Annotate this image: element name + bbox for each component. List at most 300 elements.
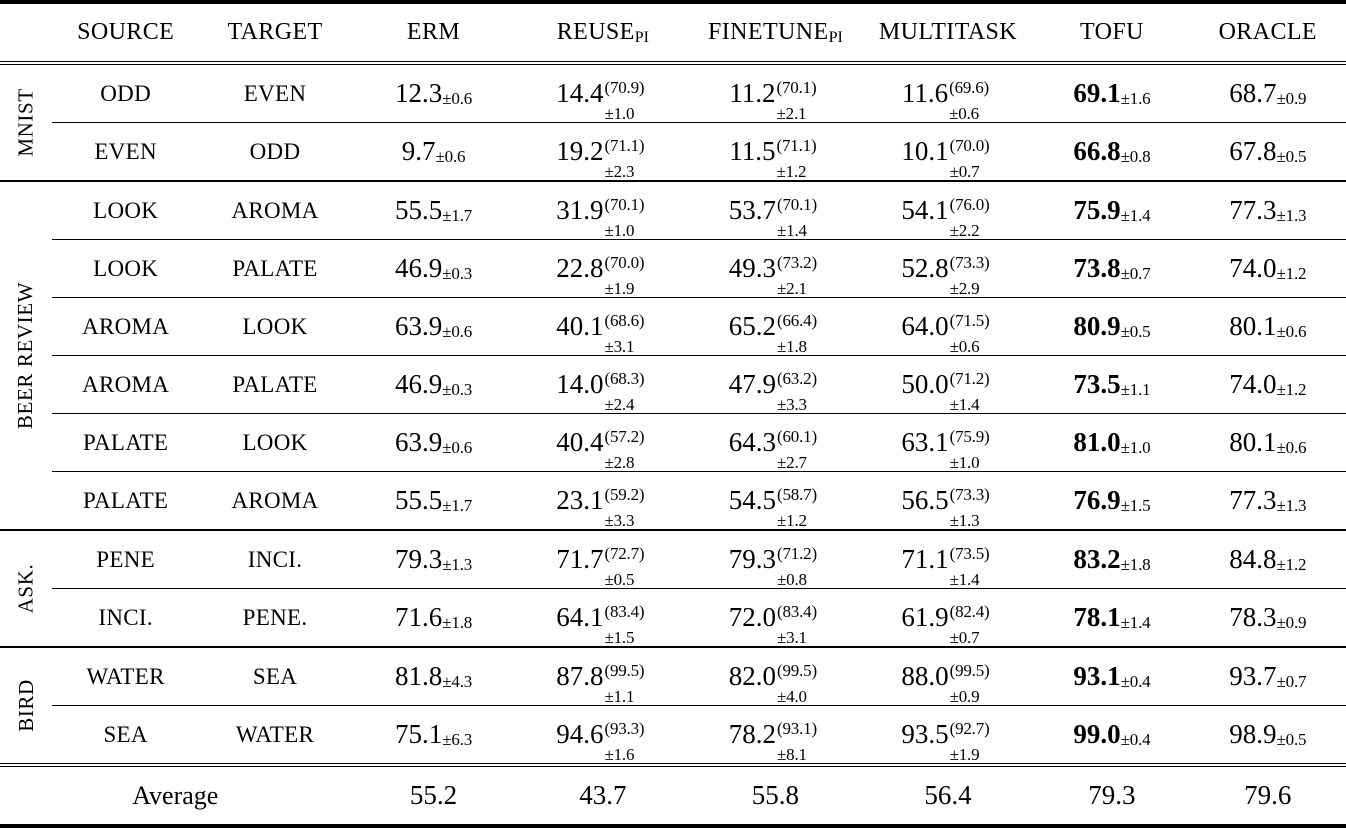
- cell-multitask: [862, 181, 1035, 240]
- metric-upper: (63.2): [777, 368, 817, 388]
- cell-reuse: [517, 706, 690, 766]
- cell-oracle: [1190, 530, 1346, 589]
- metric-upper: (66.4): [777, 310, 817, 330]
- metric-value: 79.3 (71.2) ±0.8: [728, 543, 817, 589]
- metric-error: ±0.4: [1120, 729, 1151, 749]
- metric-error: ±0.6: [1276, 321, 1307, 341]
- cell-erm: [351, 472, 517, 531]
- metric-upper: (71.1): [776, 135, 817, 155]
- metric-error: ±0.5: [1276, 729, 1307, 749]
- metric-error: ±0.5: [604, 569, 635, 589]
- metric-error: ±1.8: [1120, 554, 1151, 574]
- cell-erm: [351, 298, 517, 356]
- header-oracle: ORACLE: [1190, 2, 1346, 63]
- cell-finetune: [689, 589, 862, 648]
- cell-erm: [351, 706, 517, 766]
- metric-value: 81.8±4.3: [395, 660, 473, 691]
- table-row: [0, 472, 1346, 531]
- metric-value: 88.0 (99.5) ±0.9: [901, 660, 990, 706]
- metric-upper: (70.0): [604, 252, 645, 272]
- metric-value: 19.2 (71.1) ±2.3: [556, 135, 645, 181]
- metric-error: ±3.1: [604, 336, 635, 356]
- metric-value: 46.9±0.3: [395, 252, 473, 283]
- metric-upper: (68.3): [604, 368, 645, 388]
- metric-upper: (99.5): [777, 660, 817, 680]
- metric-value: 99.0±0.4: [1073, 718, 1151, 749]
- metric-error: ±1.7: [442, 205, 473, 225]
- metric-error: ±0.6: [949, 336, 980, 356]
- metric-upper: (70.1): [777, 194, 817, 214]
- cell-finetune: [689, 356, 862, 414]
- metric-error: ±1.8: [777, 336, 807, 356]
- metric-error: ±0.5: [1276, 146, 1307, 166]
- metric-value: 53.7 (70.1) ±1.4: [728, 194, 817, 240]
- metric-value: 9.7±0.6: [401, 135, 466, 166]
- average-tofu: 79.3: [1034, 765, 1189, 826]
- table-row: [0, 530, 1346, 589]
- header-finetune: FINETUNEPI: [689, 2, 862, 63]
- metric-error: ±1.8: [442, 612, 473, 632]
- cell-reuse: [517, 589, 690, 648]
- metric-upper: (69.6): [949, 77, 989, 97]
- metric-error: ±1.3: [949, 510, 980, 530]
- cell-target: AROMA: [200, 472, 351, 531]
- metric-upper: (71.1): [604, 135, 645, 155]
- cell-finetune: [689, 181, 862, 240]
- cell-reuse: [517, 530, 690, 589]
- cell-source: SEA: [52, 706, 200, 766]
- metric-error: ±8.1: [777, 744, 807, 764]
- cell-target: SEA: [200, 647, 351, 706]
- metric-value: 49.3 (73.2) ±2.1: [728, 252, 817, 298]
- metric-error: ±1.5: [604, 627, 635, 647]
- metric-value: 83.2±1.8: [1073, 543, 1151, 574]
- cell-target: PENE.: [200, 589, 351, 648]
- cell-oracle: [1190, 589, 1346, 648]
- metric-error: ±0.6: [435, 146, 466, 166]
- metric-value: 79.3±1.3: [395, 543, 473, 574]
- cell-tofu: [1034, 589, 1189, 648]
- cell-finetune: [689, 63, 862, 123]
- metric-value: 63.1 (75.9) ±1.0: [901, 426, 990, 472]
- metric-value: 66.8±0.8: [1073, 135, 1151, 166]
- metric-error: ±1.5: [1120, 495, 1151, 515]
- cell-source: AROMA: [52, 356, 200, 414]
- metric-value: 64.1 (83.4) ±1.5: [556, 601, 645, 647]
- metric-value: 64.3 (60.1) ±2.7: [728, 426, 817, 472]
- cell-tofu: [1034, 472, 1189, 531]
- metric-upper: (72.7): [604, 543, 645, 563]
- cell-oracle: [1190, 240, 1346, 298]
- metric-error: ±0.9: [1276, 88, 1307, 108]
- cell-tofu: [1034, 298, 1189, 356]
- metric-error: ±0.3: [442, 379, 473, 399]
- metric-error: ±1.3: [442, 554, 473, 574]
- cell-source: PALATE: [52, 472, 200, 531]
- metric-upper: (93.1): [777, 718, 817, 738]
- metric-error: ±1.2: [1276, 379, 1307, 399]
- cell-source: INCI.: [52, 589, 200, 648]
- cell-target: PALATE: [200, 356, 351, 414]
- metric-error: ±0.6: [442, 437, 473, 457]
- metric-value: 78.3±0.9: [1229, 601, 1307, 632]
- cell-finetune: [689, 123, 862, 182]
- metric-error: ±0.7: [1276, 671, 1307, 691]
- average-erm: 55.2: [351, 765, 517, 826]
- cell-reuse: [517, 472, 690, 531]
- metric-value: 80.1±0.6: [1229, 310, 1307, 341]
- metric-error: ±6.3: [442, 729, 473, 749]
- group-label-text: ASK.: [13, 563, 38, 614]
- cell-tofu: [1034, 356, 1189, 414]
- metric-value: 23.1 (59.2) ±3.3: [556, 484, 645, 530]
- metric-value: 64.0 (71.5) ±0.6: [901, 310, 990, 356]
- metric-upper: (70.9): [604, 77, 645, 97]
- cell-source: LOOK: [52, 181, 200, 240]
- metric-error: ±1.6: [604, 744, 635, 764]
- average-oracle: 79.6: [1190, 765, 1346, 826]
- cell-target: WATER: [200, 706, 351, 766]
- metric-value: 68.7±0.9: [1229, 77, 1307, 108]
- metric-value: 52.8 (73.3) ±2.9: [901, 252, 990, 298]
- metric-upper: (71.2): [949, 368, 990, 388]
- cell-tofu: [1034, 647, 1189, 706]
- cell-oracle: [1190, 414, 1346, 472]
- table-row: [0, 414, 1346, 472]
- cell-oracle: [1190, 706, 1346, 766]
- metric-error: ±1.4: [949, 394, 980, 414]
- metric-value: 22.8 (70.0) ±1.9: [556, 252, 645, 298]
- metric-error: ±0.8: [1120, 146, 1151, 166]
- cell-multitask: [862, 706, 1035, 766]
- cell-finetune: [689, 647, 862, 706]
- metric-value: 69.1±1.6: [1073, 77, 1151, 108]
- metric-upper: (70.1): [776, 77, 817, 97]
- metric-value: 72.0 (83.4) ±3.1: [728, 601, 817, 647]
- metric-value: 77.3±1.3: [1229, 194, 1307, 225]
- cell-erm: [351, 123, 517, 182]
- cell-target: ODD: [200, 123, 351, 182]
- table-row: [0, 647, 1346, 706]
- metric-value: 11.6 (69.6) ±0.6: [901, 77, 989, 123]
- metric-error: ±1.0: [949, 452, 980, 472]
- cell-finetune: [689, 472, 862, 531]
- metric-value: 40.4 (57.2) ±2.8: [556, 426, 645, 472]
- metric-error: ±1.0: [604, 220, 635, 240]
- cell-source: ODD: [52, 63, 200, 123]
- cell-erm: [351, 530, 517, 589]
- metric-upper: (71.2): [777, 543, 817, 563]
- cell-finetune: [689, 706, 862, 766]
- metric-error: ±4.0: [777, 686, 807, 706]
- metric-value: 98.9±0.5: [1229, 718, 1307, 749]
- metric-upper: (70.1): [604, 194, 645, 214]
- average-finetune: 55.8: [689, 765, 862, 826]
- cell-erm: [351, 589, 517, 648]
- cell-erm: [351, 356, 517, 414]
- cell-erm: [351, 181, 517, 240]
- metric-value: 10.1 (70.0) ±0.7: [901, 135, 990, 181]
- metric-upper: (99.5): [949, 660, 990, 680]
- group-label-bird: [0, 647, 52, 765]
- metric-value: 40.1 (68.6) ±3.1: [556, 310, 645, 356]
- table-row: [0, 240, 1346, 298]
- metric-error: ±0.6: [1276, 437, 1307, 457]
- metric-error: ±2.7: [777, 452, 807, 472]
- metric-value: 78.2 (93.1) ±8.1: [728, 718, 817, 764]
- metric-error: ±0.5: [1120, 321, 1151, 341]
- metric-upper: (70.0): [949, 135, 990, 155]
- cell-multitask: [862, 647, 1035, 706]
- group-label-text: BIRD: [13, 679, 38, 732]
- cell-reuse: [517, 123, 690, 182]
- metric-value: 87.8 (99.5) ±1.1: [556, 660, 645, 706]
- cell-finetune: [689, 298, 862, 356]
- cell-tofu: [1034, 706, 1189, 766]
- metric-upper: (92.7): [949, 718, 990, 738]
- header-row: [0, 2, 1346, 63]
- metric-error: ±2.8: [604, 452, 635, 472]
- average-label: Average: [0, 765, 351, 826]
- metric-upper: (59.2): [604, 484, 645, 504]
- metric-error: ±0.3: [442, 263, 473, 283]
- metric-upper: (73.3): [949, 484, 990, 504]
- metric-error: ±1.0: [604, 103, 635, 123]
- cell-multitask: [862, 589, 1035, 648]
- table-body: [0, 2, 1346, 826]
- metric-error: ±0.9: [1276, 612, 1307, 632]
- metric-value: 84.8±1.2: [1229, 543, 1307, 574]
- metric-value: 11.2 (70.1) ±2.1: [729, 77, 817, 123]
- group-label-beer-review: [0, 181, 52, 530]
- cell-tofu: [1034, 240, 1189, 298]
- metric-value: 71.7 (72.7) ±0.5: [556, 543, 645, 589]
- metric-value: 73.5±1.1: [1073, 368, 1151, 399]
- cell-reuse: [517, 356, 690, 414]
- metric-value: 71.6±1.8: [395, 601, 473, 632]
- metric-value: 55.5±1.7: [395, 484, 473, 515]
- metric-error: ±0.9: [949, 686, 980, 706]
- cell-reuse: [517, 240, 690, 298]
- cell-source: EVEN: [52, 123, 200, 182]
- metric-error: ±1.2: [777, 510, 807, 530]
- metric-value: 76.9±1.5: [1073, 484, 1151, 515]
- metric-upper: (71.5): [949, 310, 990, 330]
- cell-oracle: [1190, 123, 1346, 182]
- cell-tofu: [1034, 63, 1189, 123]
- metric-error: ±1.4: [1120, 612, 1151, 632]
- cell-source: PALATE: [52, 414, 200, 472]
- metric-value: 74.0±1.2: [1229, 252, 1307, 283]
- metric-value: 47.9 (63.2) ±3.3: [728, 368, 817, 414]
- metric-upper: (93.3): [604, 718, 645, 738]
- metric-error: ±3.3: [777, 394, 807, 414]
- metric-error: ±2.4: [604, 394, 635, 414]
- metric-value: 65.2 (66.4) ±1.8: [728, 310, 817, 356]
- metric-value: 67.8±0.5: [1229, 135, 1307, 166]
- cell-tofu: [1034, 414, 1189, 472]
- header-erm: ERM: [351, 2, 517, 63]
- table-row: [0, 63, 1346, 123]
- cell-target: AROMA: [200, 181, 351, 240]
- cell-multitask: [862, 298, 1035, 356]
- metric-value: 14.0 (68.3) ±2.4: [556, 368, 645, 414]
- cell-source: WATER: [52, 647, 200, 706]
- metric-value: 12.3±0.6: [395, 77, 473, 108]
- metric-value: 93.5 (92.7) ±1.9: [901, 718, 990, 764]
- cell-tofu: [1034, 123, 1189, 182]
- metric-error: ±0.7: [949, 161, 980, 181]
- cell-oracle: [1190, 63, 1346, 123]
- metric-error: ±2.1: [777, 278, 807, 298]
- metric-error: ±1.0: [1120, 437, 1151, 457]
- cell-tofu: [1034, 530, 1189, 589]
- metric-value: 75.1±6.3: [395, 718, 473, 749]
- metric-error: ±1.7: [442, 495, 473, 515]
- metric-value: 80.1±0.6: [1229, 426, 1307, 457]
- metric-upper: (58.7): [777, 484, 817, 504]
- metric-value: 46.9±0.3: [395, 368, 473, 399]
- metric-value: 14.4 (70.9) ±1.0: [556, 77, 645, 123]
- cell-oracle: [1190, 181, 1346, 240]
- metric-error: ±2.1: [776, 103, 807, 123]
- metric-upper: (82.4): [949, 601, 990, 621]
- cell-reuse: [517, 647, 690, 706]
- metric-value: 11.5 (71.1) ±1.2: [729, 135, 817, 181]
- metric-value: 74.0±1.2: [1229, 368, 1307, 399]
- cell-tofu: [1034, 181, 1189, 240]
- header-target: TARGET: [200, 2, 351, 63]
- cell-target: EVEN: [200, 63, 351, 123]
- metric-value: 77.3±1.3: [1229, 484, 1307, 515]
- cell-multitask: [862, 240, 1035, 298]
- table-row: [0, 181, 1346, 240]
- metric-value: 54.1 (76.0) ±2.2: [901, 194, 990, 240]
- metric-upper: (83.4): [604, 601, 645, 621]
- table-row: [0, 298, 1346, 356]
- metric-value: 94.6 (93.3) ±1.6: [556, 718, 645, 764]
- cell-finetune: [689, 530, 862, 589]
- metric-upper: (73.3): [949, 252, 990, 272]
- metric-error: ±1.9: [949, 744, 980, 764]
- metric-value: 93.7±0.7: [1229, 660, 1307, 691]
- metric-value: 82.0 (99.5) ±4.0: [728, 660, 817, 706]
- metric-value: 55.5±1.7: [395, 194, 473, 225]
- header-source: SOURCE: [52, 2, 200, 63]
- metric-error: ±2.3: [604, 161, 635, 181]
- cell-multitask: [862, 530, 1035, 589]
- metric-error: ±1.4: [777, 220, 807, 240]
- table-row: [0, 356, 1346, 414]
- header-reuse: REUSEPI: [517, 2, 690, 63]
- metric-error: ±1.3: [1276, 495, 1307, 515]
- cell-target: LOOK: [200, 414, 351, 472]
- metric-error: ±0.4: [1120, 671, 1151, 691]
- metric-error: ±0.7: [1120, 263, 1151, 283]
- metric-error: ±3.1: [777, 627, 807, 647]
- group-label-text: MNIST: [13, 88, 38, 157]
- cell-finetune: [689, 240, 862, 298]
- metric-error: ±0.6: [442, 321, 473, 341]
- cell-oracle: [1190, 356, 1346, 414]
- cell-reuse: [517, 414, 690, 472]
- metric-upper: (99.5): [604, 660, 645, 680]
- average-row: [0, 765, 1346, 826]
- metric-error: ±0.6: [949, 103, 979, 123]
- metric-error: ±1.4: [1120, 205, 1151, 225]
- metric-error: ±1.1: [604, 686, 635, 706]
- metric-upper: (73.2): [777, 252, 817, 272]
- metric-upper: (76.0): [949, 194, 990, 214]
- cell-erm: [351, 414, 517, 472]
- metric-error: ±1.9: [604, 278, 635, 298]
- metric-value: 81.0±1.0: [1073, 426, 1151, 457]
- metric-upper: (83.4): [777, 601, 817, 621]
- metric-value: 73.8±0.7: [1073, 252, 1151, 283]
- cell-target: PALATE: [200, 240, 351, 298]
- cell-multitask: [862, 472, 1035, 531]
- cell-target: INCI.: [200, 530, 351, 589]
- metric-error: ±1.2: [1276, 263, 1307, 283]
- metric-value: 63.9±0.6: [395, 426, 473, 457]
- cell-multitask: [862, 63, 1035, 123]
- cell-multitask: [862, 356, 1035, 414]
- metric-upper: (75.9): [949, 426, 990, 446]
- cell-reuse: [517, 181, 690, 240]
- metric-error: ±1.2: [1276, 554, 1307, 574]
- group-label-ask: [0, 530, 52, 647]
- metric-error: ±1.4: [949, 569, 980, 589]
- metric-value: 61.9 (82.4) ±0.7: [901, 601, 990, 647]
- metric-value: 80.9±0.5: [1073, 310, 1151, 341]
- cell-oracle: [1190, 472, 1346, 531]
- metric-value: 93.1±0.4: [1073, 660, 1151, 691]
- metric-error: ±4.3: [442, 671, 473, 691]
- metric-error: ±1.3: [1276, 205, 1307, 225]
- header-tofu: TOFU: [1034, 2, 1189, 63]
- metric-value: 31.9 (70.1) ±1.0: [556, 194, 645, 240]
- cell-erm: [351, 63, 517, 123]
- metric-upper: (57.2): [604, 426, 645, 446]
- metric-error: ±1.6: [1120, 88, 1151, 108]
- average-multitask: 56.4: [862, 765, 1035, 826]
- metric-error: ±0.6: [442, 88, 473, 108]
- metric-error: ±0.8: [777, 569, 807, 589]
- cell-source: AROMA: [52, 298, 200, 356]
- table-row: [0, 123, 1346, 182]
- cell-oracle: [1190, 298, 1346, 356]
- table-row: [0, 589, 1346, 648]
- group-label-mnist: [0, 63, 52, 181]
- table-row: [0, 706, 1346, 766]
- metric-error: ±3.3: [604, 510, 635, 530]
- metric-error: ±0.7: [949, 627, 980, 647]
- metric-value: 54.5 (58.7) ±1.2: [728, 484, 817, 530]
- cell-reuse: [517, 63, 690, 123]
- cell-erm: [351, 240, 517, 298]
- cell-reuse: [517, 298, 690, 356]
- metric-value: 75.9±1.4: [1073, 194, 1151, 225]
- metric-value: 71.1 (73.5) ±1.4: [901, 543, 990, 589]
- metric-upper: (68.6): [604, 310, 645, 330]
- metric-upper: (73.5): [949, 543, 990, 563]
- cell-multitask: [862, 123, 1035, 182]
- cell-target: LOOK: [200, 298, 351, 356]
- metric-value: 56.5 (73.3) ±1.3: [901, 484, 990, 530]
- header-group: [0, 2, 52, 63]
- metric-value: 63.9±0.6: [395, 310, 473, 341]
- header-multitask: MULTITASK: [862, 2, 1035, 63]
